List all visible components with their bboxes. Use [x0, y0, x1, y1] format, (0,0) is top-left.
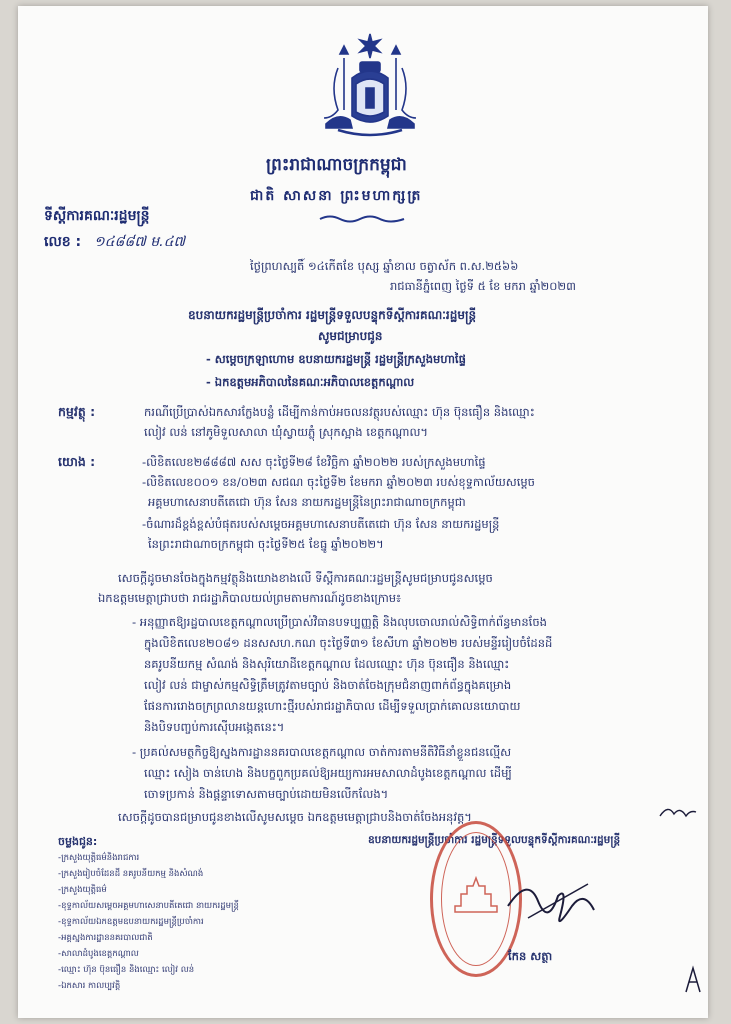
national-motto: ជាតិ សាសនា ព្រះមហាក្សត្រ — [250, 188, 423, 204]
subject-label: កម្មវត្ថុ : — [58, 404, 96, 419]
bullet-1-line-2: ក្នុងលិខិតលេខ២០៨១ ដនសសហ.កណ ចុះថ្ងៃទី៣១ ខែសីហា ឆ្នាំ២០២២ របស់មន្ទីររៀបចំដែនដី — [144, 636, 553, 650]
number-label: លេខ : — [44, 234, 82, 250]
cc-item: -ឯកសារ កាលប្បវត្តិ — [58, 981, 121, 991]
bullet-1-line-4: លៀវ លន់ ជាម្ចាស់កម្មសិទ្ធិត្រឹមត្រូវតាមច្បាប់ និងចាត់ចែងក្រុមជំនាញពាក់ព័ន្ធក្នុងគម្រោង — [144, 678, 512, 692]
cc-item: -សាលាដំបូងខេត្តកណ្តាល — [58, 949, 139, 959]
reference-line-1: -លិខិតលេខ២៨៨៨៧ សស ចុះថ្ងៃទី២៨ ខែវិច្ឆិកា ឆ្នាំ២០២២ របស់ក្រសួងមហាផ្ទៃ — [142, 455, 486, 469]
date-lunar: ថ្ងៃព្រហស្បតិ៍ ១៤កើតខែ បុស្ស ឆ្នាំខាល ចត្វាស័ក ព.ស.២៥៦៦ — [250, 259, 519, 273]
reference-line-2: -លិខិតលេខ០០១ ខន/០២៣ សជណ ចុះថ្ងៃទី២ ខែមករា ឆ្នាំ២០២៣ របស់ខុទ្ទកាល័យសម្តេច — [142, 475, 535, 489]
initials-mark — [682, 964, 704, 998]
recipient-1: - សម្តេចក្រឡាហោម ឧបនាយករដ្ឋមន្ត្រី រដ្ឋមន្ត្រីក្រសួងមហាផ្ទៃ — [206, 352, 466, 366]
ornament-divider-icon — [318, 214, 408, 224]
document-number: ១៤៨៨៧ ម.៤៧ — [94, 234, 185, 250]
subject-line-2: លៀវ លន់ នៅភូមិទួលសាលា ឃុំស្វាយភ្លុំ ស្រុកស្អាង ខេត្តកណ្តាល។ — [144, 425, 428, 439]
document-page — [18, 6, 708, 1018]
temple-emblem-icon — [451, 876, 501, 916]
issuing-office: ទីស្តីការគណៈរដ្ឋមន្ត្រី — [44, 208, 150, 224]
signer-title: ឧបនាយករដ្ឋមន្ត្រីប្រចាំការ រដ្ឋមន្ត្រីទទួលបន្ទុកទីស្តីការគណៈរដ្ឋមន្ត្រី — [368, 834, 621, 846]
body-intro-2: ឯកឧត្តមមេត្តាជ្រាបថា រាជរដ្ឋាភិបាលយល់ព្រមតាមការណ៍ដូចខាងក្រោម៖ — [98, 591, 402, 605]
cc-item: -ឈ្មោះ ហ៊ុន ប៊ុនធឿន និងឈ្មោះ លៀវ លន់ — [58, 965, 195, 975]
kingdom-title: ព្រះរាជាណាចក្រកម្ពុជា — [266, 155, 407, 175]
cc-label: ចម្លងជូន: — [58, 835, 98, 848]
cc-item: -ក្រសួងយុត្តិធម៌និងរាជការ — [58, 853, 140, 863]
closing-line: សេចក្តីដូចបានជម្រាបជូនខាងលើសូមសម្តេច ឯកឧត្តមមេត្តាជ្រាបនិងចាត់ចែងអនុវត្ត។ — [118, 810, 472, 824]
recipient-2: - ឯកឧត្តមអភិបាលនៃគណៈអភិបាលខេត្តកណ្តាល — [206, 375, 415, 389]
bullet-2-line-1: - ប្រគល់សមត្ថកិច្ចឱ្យស្នងការដ្ឋាននគរបាលខេត្តកណ្តាល ចាត់ការតាមនីតិវិធីនាំខ្លួនជនល្មើស — [132, 745, 512, 759]
bullet-2-line-3: ចោទប្រកាន់ និងផ្តន្ទាទោសតាមច្បាប់ដោយមិនលើកលែង។ — [144, 787, 389, 801]
respectfully-line: សូមជម្រាបជូន — [318, 329, 383, 343]
margin-initials — [658, 802, 698, 822]
subject-line-1: ករណីប្រើប្រាស់ឯកសារក្លែងបន្លំ ដើម្បីកាន់កាប់អចលនវត្ថុរបស់ឈ្មោះ ហ៊ុន ប៊ុនធឿន និងឈ្មោះ — [144, 405, 535, 419]
reference-line-3: អគ្គមហាសេនាបតីតេជោ ហ៊ុន សែន នាយករដ្ឋមន្ត្រីនៃព្រះរាជាណាចក្រកម្ពុជា — [148, 495, 466, 509]
bullet-1-line-1: - អនុញ្ញាតឱ្យរដ្ឋបាលខេត្តកណ្តាលប្រើប្រាស់វិធានបទប្បញ្ញត្តិ និងលុបចោលរាល់សិទ្ធិពាក់ព័ន្ធមានចែង — [132, 615, 547, 629]
body-intro-1: សេចក្តីដូចមានចែងក្នុងកម្មវត្ថុនិងយោងខាងលើ ទីស្តីការគណៈរដ្ឋមន្ត្រីសូមជម្រាបជូនសម្តេច — [118, 571, 493, 585]
cc-item: -ខុទ្ទកាល័យឯកឧត្តមឧបនាយករដ្ឋមន្ត្រីប្រចាំការ — [58, 917, 204, 927]
reference-line-4: -ចំណារដ៏ខ្ពង់ខ្ពស់បំផុតរបស់សម្តេចអគ្គមហាសេនាបតីតេជោ ហ៊ុន សែន នាយករដ្ឋមន្ត្រី — [142, 517, 500, 531]
signer-name: កែន សត្ថា — [508, 949, 553, 963]
handwritten-signature — [498, 866, 608, 936]
cc-item: -ខុទ្ទកាល័យសម្តេចអគ្គមហាសេនាបតីតេជោ នាយករដ្ឋមន្ត្រី — [58, 901, 239, 911]
royal-coat-of-arms-icon — [308, 28, 433, 138]
bullet-2-line-2: ឈ្មោះ សៀង ចាន់ហេង និងបក្ខពួកប្រគល់ឱ្យអយ្យការអមសាលាដំបូងខេត្តកណ្តាល ដើម្បី — [144, 766, 512, 780]
reference-line-5: នៃព្រះរាជាណាចក្រកម្ពុជា ចុះថ្ងៃទី២៥ ខែធ្នូ ឆ្នាំ២០២២។ — [148, 537, 384, 551]
cc-item: -ក្រសួងរៀបចំដែនដី នគរូបនីយកម្ម និងសំណង់ — [58, 869, 204, 879]
bullet-1-line-6: និងបិទបញ្ចប់ការស៊ើបអង្កេតនេះ។ — [144, 720, 285, 734]
reference-label: យោង : — [58, 454, 96, 469]
bullet-1-line-5: ផែនការរោងចក្រព្រលានយន្តហោះថ្មីរបស់រាជរដ្ឋាភិបាល ដើម្បីទទួលប្រាក់គោលនយោបាយ — [144, 699, 521, 713]
date-solar: រាជធានីភ្នំពេញ ថ្ងៃទី ៥ ខែ មករា ឆ្នាំ២០២៣ — [390, 279, 576, 293]
cc-item: -ក្រសួងយុត្តិធម៌ — [58, 885, 107, 895]
sender-line: ឧបនាយករដ្ឋមន្ត្រីប្រចាំការ រដ្ឋមន្ត្រីទទួលបន្ទុកទីស្តីការគណៈរដ្ឋមន្ត្រី — [188, 308, 477, 322]
cc-item: -អគ្គស្នងការដ្ឋាននគរបាលជាតិ — [58, 933, 153, 943]
bullet-1-line-3: នគរូបនីយកម្ម សំណង់ និងសុរិយោដីខេត្តកណ្តាល ដែលឈ្មោះ ហ៊ុន ប៊ុនធឿន និងឈ្មោះ — [144, 657, 510, 671]
